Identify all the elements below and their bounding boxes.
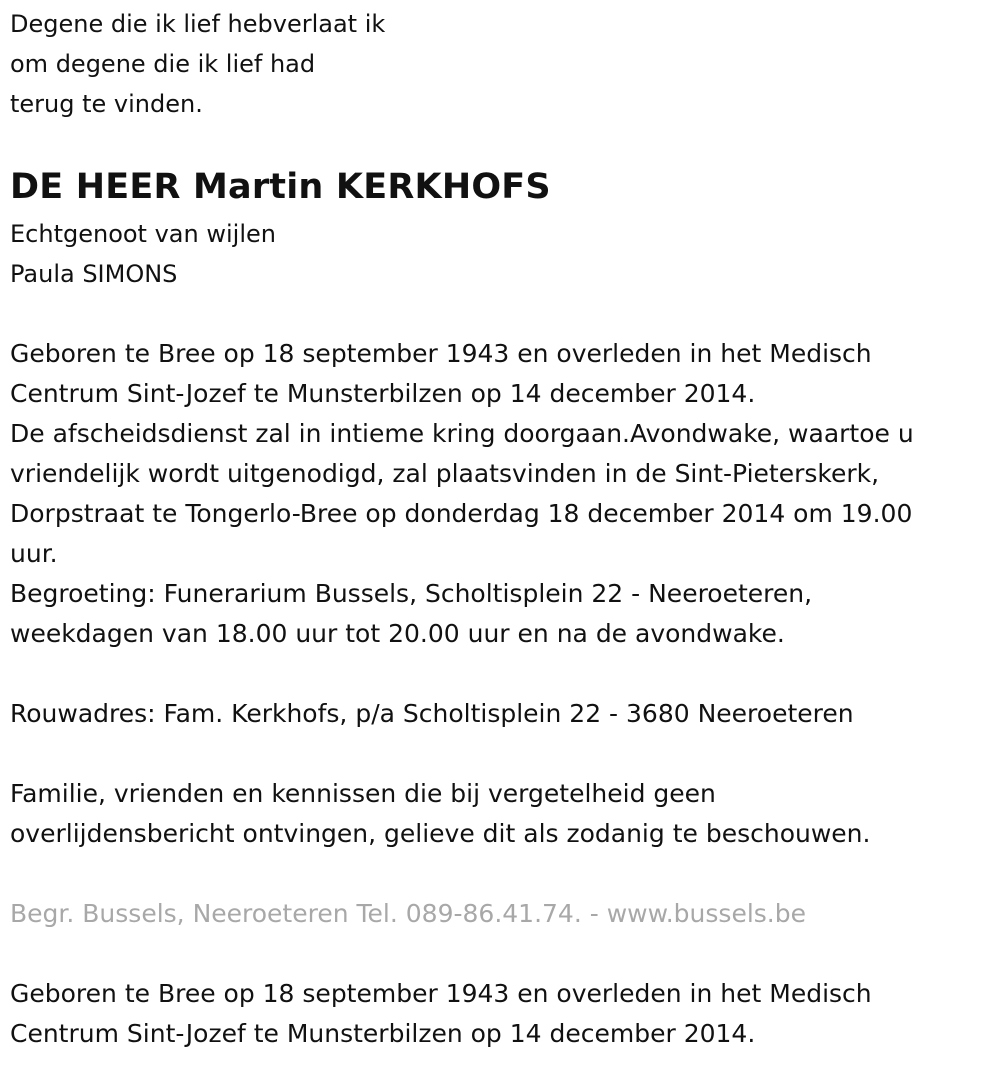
repeat-line: Geboren te Bree op 18 september 1943 en overleden in het Medisch [10,979,872,1008]
funeral-home-footer [10,894,806,934]
memorial-poem [10,4,385,124]
poem-line: om degene die ik lief had [10,50,316,78]
details-line: De afscheidsdienst zal in intieme kring doorgaan.Avondwake, waartoe u [10,419,914,448]
details-line: Begroeting: Funerarium Bussels, Scholtisplein 22 - Neeroeteren, [10,579,813,608]
family-notice-line: overlijdensbericht ontvingen, gelieve dit als zodanig te beschouwen. [10,819,871,848]
repeat-line: Centrum Sint-Jozef te Munsterbilzen op 14 december 2014. [10,1019,756,1048]
details-line: Centrum Sint-Jozef te Munsterbilzen op 14 december 2014. [10,379,756,408]
footer-line: Begr. Bussels, Neeroeteren Tel. 089-86.41.74. - www.bussels.be [10,899,806,928]
birth-death-and-service-details [10,334,914,654]
details-line: Dorpstraat te Tongerlo-Bree op donderdag 18 december 2014 om 19.00 [10,499,913,528]
family-notice-line: Familie, vrienden en kennissen die bij vergetelheid geen [10,779,716,808]
repeated-birth-death-details [10,974,872,1054]
poem-line: terug te vinden. [10,90,203,118]
details-line: weekdagen van 18.00 uur tot 20.00 uur en na de avondwake. [10,619,785,648]
mourning-address [10,694,854,734]
details-line: uur. [10,539,58,568]
details-line: Geboren te Bree op 18 september 1943 en overleden in het Medisch [10,339,872,368]
details-line: vriendelijk wordt uitgenodigd, zal plaatsvinden in de Sint-Pieterskerk, [10,459,880,488]
deceased-name-title: DE HEER Martin KERKHOFS [10,167,551,207]
spouse-line: Paula SIMONS [10,260,178,288]
address-line: Rouwadres: Fam. Kerkhofs, p/a Scholtisplein 22 - 3680 Neeroeteren [10,699,854,728]
family-notice [10,774,870,854]
spouse-line: Echtgenoot van wijlen [10,220,276,248]
spouse-info [10,214,276,294]
poem-line: Degene die ik lief hebverlaat ik [10,10,386,38]
